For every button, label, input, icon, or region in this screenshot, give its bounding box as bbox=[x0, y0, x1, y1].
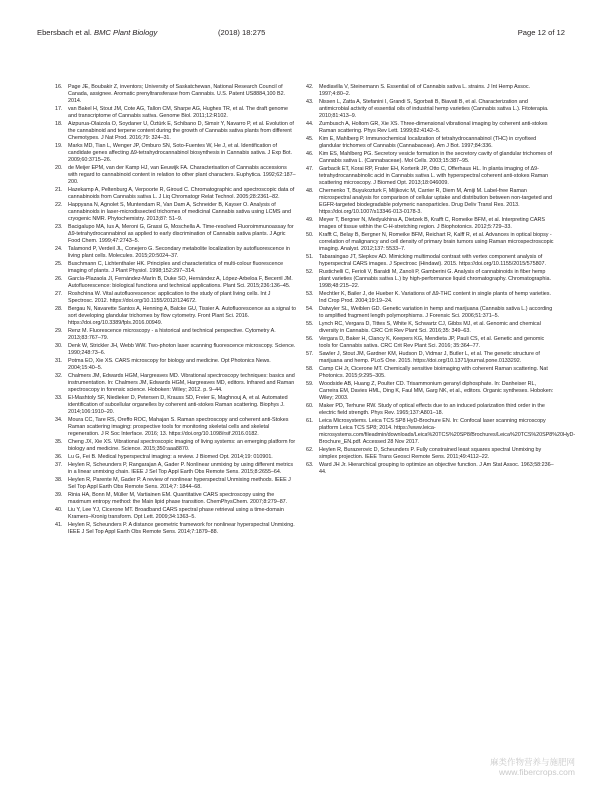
reference-number: 54. bbox=[306, 306, 314, 313]
reference-list-left bbox=[55, 84, 297, 537]
reference-text: Datwyler SL, Weiblen GD. Genetic variation in hemp and marijuana (Cannabis sativa L.) according to amplified fragment length polymorphisms. J Forensic Sci. 2006;51:371–5. bbox=[319, 306, 553, 320]
reference-text: Marks MD, Tian L, Wenger JP, Omburo SN, Soto-Fuentes W, He J, et al. Identification of candidate genes affecting Δ9-tetrahydrocannabinol biosynthesis in Cannabis sativa. J Exp Bot. 2009;60:3715–26. bbox=[68, 143, 292, 164]
reference-list-right bbox=[306, 84, 576, 477]
running-header bbox=[37, 28, 565, 42]
reference-number: 32. bbox=[55, 373, 63, 380]
reference-number: 25. bbox=[55, 261, 63, 268]
reference-item bbox=[55, 246, 297, 260]
reference-text: Mechtler K, Bailer J, de Hueber K. Variations of Δ9-THC content in single plants of hemp varieties. Ind Crop Prod. 2004;19:19–24. bbox=[319, 291, 551, 305]
reference-item bbox=[55, 165, 297, 186]
reference-text: Page JE, Boubakir Z, inventors; University of Saskatchewan, National Research Council of Canada, assignee. Aromatic prenyltransferase from Cannabis. U.S. Patent US8884,100 B2. 2014. bbox=[68, 84, 286, 105]
reference-text: Renz M. Fluorescence microscopy - a historical and technical perspective. Cytometry A. 2013;83:767–79. bbox=[68, 328, 276, 342]
reference-item bbox=[55, 358, 297, 372]
reference-text: Rinia HA, Bonn M, Müller M, Vartiainen EM. Quantitative CARS spectroscopy using the maximum entropy method: the Main lipid phase transition. ChemPhysChem. 2007;8:279–87. bbox=[68, 492, 288, 506]
reference-text: Roshchina W. Vital autofluorescence: application to the study of plant living cells. Int J Spectrosc. 2012. https://doi.org/10.1155/2012/124672. bbox=[68, 291, 271, 305]
reference-item bbox=[55, 276, 297, 290]
reference-text: Heylen R, Scheunders P, Rangarajan A, Gader P. Nonlinear unmixing by using different metrics in a linear unmixing chain. IEEE J Sel Top Appl Earth Obs Remote Sens. 2015;8:2655–64. bbox=[68, 462, 293, 476]
reference-item bbox=[55, 522, 297, 536]
reference-number: 22. bbox=[55, 202, 63, 209]
reference-number: 37. bbox=[55, 462, 63, 469]
reference-item bbox=[55, 187, 297, 201]
reference-number: 29. bbox=[55, 328, 63, 335]
reference-item bbox=[55, 395, 297, 416]
reference-item bbox=[306, 403, 554, 417]
reference-text: Ward JH Jr. Hierarchical grouping to optimize an objective function. J Am Stat Assoc. 1963;58:236–44. bbox=[319, 462, 554, 476]
reference-number: 17. bbox=[55, 106, 63, 113]
reference-text: Heylen R, Burazerovic D, Scheunders P. Fully constrained least squares spectral Unmixing by simplex projection. IEEE Trans Geosci Remote Sens. 2011;49:4112–22. bbox=[319, 447, 542, 461]
reference-item bbox=[306, 306, 554, 320]
header-year-volume: (2018) 18:275 bbox=[218, 28, 266, 37]
reference-item bbox=[55, 106, 297, 120]
journal-citation bbox=[37, 28, 157, 37]
reference-number: 44. bbox=[306, 121, 314, 128]
reference-number: 21. bbox=[55, 187, 63, 194]
reference-text: Vergara D, Baker H, Clancy K, Keepers KG, Mendieta JP, Pauli CS, et al. Genetic and genomic tools for Cannabis sativa. CRC Crit Rev Plant Sci. 2016; 35:364–77. bbox=[319, 336, 545, 350]
reference-text: Heylen R, Scheunders P. A distance geometric framework for nonlinear hyperspectral Unmixing. IEEE J Sel Top Appl Earth Obs Remote Sens. 2014;7:1879–88. bbox=[68, 522, 295, 536]
reference-number: 46. bbox=[306, 150, 314, 157]
reference-item bbox=[306, 447, 554, 461]
reference-text: Garbacik ET, Korai RP, Frater EH, Korterik JP, Otto C, Offerhaus HL. In planta imaging of Δ9-tetrahydrocannabinolic acid in Cannabis sativa L. with hyperspectral coherent anti-stokes Raman scattering microscopy. J Biomed Opt. 2013;18:046009. bbox=[319, 165, 549, 187]
reference-number: 19. bbox=[55, 143, 63, 150]
reference-number: 23. bbox=[55, 224, 63, 231]
reference-item bbox=[55, 261, 297, 275]
reference-item bbox=[55, 328, 297, 342]
reference-text: Potma EO, Xie XS. CARS microscopy for biology and medicine. Opt Photonics News. 2004;15:40–5. bbox=[68, 358, 271, 372]
reference-text: van Bakel H, Stout JM, Cote AG, Tallon CM, Sharpe AG, Hughes TR, et al. The draft genome and transcriptome of Cannabis sativa. Genome Biol. 2011;12:R102. bbox=[68, 106, 288, 120]
reference-text: Krafft C, Belay B, Bergner N, Romeike BFM, Reichart R, Kalff R, et al. Advances in optical biopsy - correlation of malignancy and cell density of primary brain tumors using Raman microspectroscopic imaging. Analyst. 2012;137: 5533–7. bbox=[319, 232, 554, 253]
reference-item bbox=[306, 166, 554, 187]
header-page-number: Page 12 of 12 bbox=[517, 28, 565, 37]
reference-number: 26. bbox=[55, 276, 63, 283]
reference-item bbox=[55, 84, 297, 105]
reference-text: Meyer T, Bergner N, Medyukhina A, Dietzek B, Krafft C, Romeike BFM, et al. Interpreting CARS images of tissue within the C-H-stretching region. J Biophotonics. 2012;5:729–33. bbox=[319, 217, 545, 231]
reference-number: 53. bbox=[306, 291, 314, 298]
reference-item bbox=[306, 381, 554, 402]
reference-text: Chalmers JM, Edwards HGM, Hargreaves MD. Vibrational spectroscopy techniques: basics and instrumentation. In: Chalmers JM, Edwards HGM, Hargreaves MD, editors. Infrared and Raman spectroscopy in forensic science. Hoboken: Wiley; 2012. p. 9–44. bbox=[68, 373, 295, 394]
reference-number: 30. bbox=[55, 343, 63, 350]
reference-text: Bacigalupo MA, Ius A, Meroni G, Grassi G, Moschella A. Time-resolved Fluoroimmunoassay for Δ9-tetrahydrocannabinol as applied to early discrimination of Cannabis sativa plants. J Agric Food Chem. 1999;47:2743–5. bbox=[68, 224, 294, 245]
reference-text: Talamond P, Verdeil JL, Conejero G. Secondary metabolite localization by autofluorescence in living plant cells. Molecules. 2015;20:5024–37. bbox=[68, 246, 290, 260]
reference-text: Moura CC, Tare RS, Oreffo ROC, Mahajan S. Raman spectroscopy and coherent anti-Stokes Raman scattering imaging: prospective tools for monitoring skeletal cells and skeletal regeneration. J R Soc Interface. 2016; 13. https://doi.org/10.1098/rsif.2016.0182. bbox=[68, 417, 289, 438]
reference-number: 50. bbox=[306, 232, 314, 239]
reference-item bbox=[55, 143, 297, 164]
reference-item bbox=[306, 351, 554, 365]
reference-number: 52. bbox=[306, 269, 314, 276]
reference-number: 33. bbox=[55, 395, 63, 402]
reference-number: 24. bbox=[55, 246, 63, 253]
reference-text: Maker PD, Terhune RW. Study of optical effects due to an induced polarization third order in the electric field strength. Phys Rev. 1965;137:A801–18. bbox=[319, 403, 545, 417]
reference-item bbox=[55, 454, 297, 461]
reference-item bbox=[306, 462, 554, 476]
reference-text: Happyana N, Agnolet S, Muntendam R, Van Dam A, Schneider B, Kayser O. Analysis of cannabinoids in laser-microdissected trichomes of medicinal Cannabis sativa using LCMS and cryogenic NMR. Phytochemistry. 2013;87: 51–9. bbox=[68, 202, 291, 223]
reference-text: Cheng JX, Xie XS. Vibrational spectroscopic imaging of living systems: an emerging platform for biology and medicine. Science. 2015;350:aaa8870. bbox=[68, 439, 296, 453]
reference-text: Heylen R, Parente M, Gader P. A review of nonlinear hyperspectral Unmixing methods. IEEE J Sel Top Appl Earth Obs Remote Sens. 2014;7: 1844–68. bbox=[68, 477, 291, 491]
reference-item bbox=[306, 136, 554, 150]
reference-item bbox=[55, 492, 297, 506]
reference-text: Kim E, Mahlberg P. Immunochemical localization of tetrahydrocannabinol (THC) in cryofixed glandular trichomes of Cannabis (Cannabaceae). Am J Bot. 1997;84:336. bbox=[319, 136, 537, 150]
reference-number: 31. bbox=[55, 358, 63, 365]
reference-text: Mediavilla V, Steinemann S. Essential oil of Cannabis sativa L. strains. J Int Hemp Assoc. 1997;4:80–2. bbox=[319, 84, 531, 98]
reference-number: 20. bbox=[55, 165, 63, 172]
reference-item bbox=[306, 321, 554, 335]
reference-text: Hazekamp A, Peltenburg A, Verpoorte R, Giroud C. Chromatographic and spectroscopic data of cannabinoids from Cannabis sativa L. J Liq Chromatogr Relat Technol. 2005;28:2361–82. bbox=[68, 187, 295, 201]
reference-item bbox=[55, 224, 297, 245]
reference-text: García-Plazaola JI, Fernández-Marín B, Duke SO, Hernández A, López-Arbeloa F, Becerril JM. Autofluorescence: biological functions and technical applications. Plant Sci. 2015;236:136–45. bbox=[68, 276, 293, 290]
reference-item bbox=[55, 343, 297, 357]
header-authors: Ebersbach et al. bbox=[37, 28, 92, 37]
reference-item bbox=[55, 306, 297, 327]
reference-number: 16. bbox=[55, 84, 63, 90]
reference-text: Liu Y, Lee YJ, Cicerone MT. Broadband CARS spectral phase retrieval using a time-domain Kramers–Kronig transform. Opt Lett. 2009;34:1363–5. bbox=[68, 507, 284, 521]
reference-number: 18. bbox=[55, 121, 63, 128]
reference-number: 27. bbox=[55, 291, 63, 298]
reference-number: 40. bbox=[55, 507, 63, 514]
reference-number: 48. bbox=[306, 188, 314, 194]
site-watermark bbox=[490, 757, 575, 777]
reference-number: 57. bbox=[306, 351, 314, 358]
reference-text: Tabaraingao JT, Slepkov AD. Mimicking multimodal contrast with vertex component analysis of hyperspectral CARS images. J Spectrosc (Hindawi). 2015. https://doi.org/10.1155/2015/575807. bbox=[319, 254, 546, 268]
reference-number: 41. bbox=[55, 522, 63, 529]
reference-text: Lynch RC, Vergara D, Tittes S, White K, Schwartz CJ, Gibbs MJ, et al. Genomic and chemical diversity in Cannabis. CRC Crit Rev Plant Sci. 2016;35: 349–63. bbox=[319, 321, 541, 335]
reference-text: Leica Microsystems. Leica TCS SP8 HyD-Brochure EN. In: Confocal laser scanning microscopy platform Leica TCS SP8; 2014. https://www.leica-microsystems.com/fileadmin/downloads/Leica%20TCS%20SP8/Brochures/Leica%20TCS%20SP8%20HyD-Brochure_EN.pdf. Accessed 28 Nov 2017. bbox=[319, 418, 576, 446]
reference-text: Woodside AB, Huang Z, Poulter CD. Trisammonium geranyl diphosphate. In: Danheiser RL, Carreira EM, Davies HML, Ding K, Faul MM, Garg NK, et al., editors. Organic syntheses. Hoboken: Wiley; 2003. bbox=[319, 381, 554, 402]
reference-number: 55. bbox=[306, 321, 314, 328]
reference-item bbox=[306, 254, 554, 268]
reference-number: 60. bbox=[306, 403, 314, 410]
reference-item bbox=[306, 151, 554, 165]
reference-text: Kim ES, Mahlberg PG. Secretory vesicle formation in the secretory cavity of glandular trichomes of Cannabis sativa L. (Cannabaceae). Mol Cells. 2003;15:387–95. bbox=[319, 150, 552, 165]
reference-number: 38. bbox=[55, 477, 63, 484]
reference-text: El-Mashtoly SF, Niedieker D, Petersen D, Krauss SD, Freier E, Maghnouj A, et al. Automated identification of subcellular organelles by coherent anti-stokes Raman scattering. Biophys J. 2014;106:1910–20. bbox=[68, 395, 288, 416]
reference-text: Zumbusch A, Holtom GR, Xie XS. Three-dimensional vibrational imaging by coherent anti-stokes Raman scattering. Phys Rev Lett. 1999;82:4142–5. bbox=[319, 121, 548, 135]
reference-text: Rustichelli C, Ferioli V, Baraldi M, Zanoli P, Gamberini G. Analysis of cannabinoids in fiber hemp plant varieties (Cannabis sativa L.) by high-performance liquid chromatography. Chromatographia. 1998;48:215–22. bbox=[319, 269, 551, 290]
reference-number: 59. bbox=[306, 381, 314, 388]
reference-item bbox=[55, 202, 297, 223]
reference-number: 63. bbox=[306, 462, 314, 469]
reference-item bbox=[55, 417, 297, 438]
reference-number: 42. bbox=[306, 84, 314, 90]
reference-number: 49. bbox=[306, 217, 314, 224]
reference-item bbox=[306, 291, 554, 305]
reference-number: 39. bbox=[55, 492, 63, 499]
reference-text: Chernenko T, Buyukozturk F, Miljkovic M, Carrier R, Diem M, Amiji M. Label-free Raman microspectral analysis for comparison of cellular uptake and distribution between non-targeted and EGFR-targeted biodegradable polymeric nanoparticles. Drug Deliv Transl Res. 2013. https://doi.org/10.1007/s13346-013-0178-3. bbox=[319, 188, 552, 216]
reference-item bbox=[55, 291, 297, 305]
reference-item bbox=[55, 439, 297, 453]
reference-text: Denk W, Strickler JH, Webb WW. Two-photon laser scanning fluorescence microscopy. Science. 1990;248:73–6. bbox=[68, 343, 296, 357]
reference-item bbox=[306, 366, 554, 380]
reference-text: Nissen L, Zatta A, Stefanini I, Grandi S, Sgorbati B, Biavati B, et al. Characterization and antimicrobial activity of essential oils of industrial hemp varieties (Cannabis sativa L.). Fitoterapia. 2010;81:413–9. bbox=[319, 98, 549, 120]
reference-number: 56. bbox=[306, 336, 314, 343]
reference-number: 28. bbox=[55, 306, 63, 313]
reference-item bbox=[306, 99, 554, 120]
reference-number: 34. bbox=[55, 417, 63, 424]
reference-item bbox=[306, 336, 554, 350]
reference-text: Buschmann C, Lichtenthaler HK. Principles and characteristics of multi-colour fluorescence imaging of plants. J Plant Physiol. 1998;152:297–314. bbox=[68, 261, 284, 275]
reference-item bbox=[55, 477, 297, 491]
reference-item bbox=[306, 84, 554, 98]
watermark-url: www.fibercrops.com bbox=[498, 767, 575, 777]
watermark-cn: 麻类作物营养与施肥网 bbox=[489, 757, 575, 767]
reference-text: Lu G, Fei B. Medical hyperspectral imaging: a review. J Biomed Opt. 2014;19: 010901. bbox=[68, 454, 273, 461]
reference-text: Aizpurua-Olaizola O, Soydaner U, Öztürk E, Schibano D, Simsir Y, Navarro P, et al. Evolution of the cannabinoid and terpene content during the growth of Cannabis sativa plants from different Chemotypes. J Nat Prod. 2016;79: 324–31. bbox=[68, 121, 294, 142]
reference-number: 51. bbox=[306, 254, 314, 261]
reference-item bbox=[55, 462, 297, 476]
reference-number: 35. bbox=[55, 439, 63, 446]
reference-text: de Meijer EPM, van der Kamp HJ, van Eeuwijk FA. Characterisation of Cannabis accessions with regard to cannabinoid content in relation to other plant characters. Euphytica. 1992;62:187–200. bbox=[68, 165, 296, 186]
reference-number: 61. bbox=[306, 418, 314, 425]
reference-number: 58. bbox=[306, 366, 314, 373]
reference-item bbox=[306, 232, 554, 253]
reference-item bbox=[55, 121, 297, 142]
reference-item bbox=[306, 188, 554, 216]
reference-text: Bergau N, Navarette Santos A, Henning A, Balcke GU, Tissier A. Autofluorescence as a signal to sort developing glandular trichomes by flow cytometry. Front Plant Sci. 2016. https://doi.org/10.3389/fpls.2016.00949. bbox=[68, 306, 296, 327]
reference-number: 62. bbox=[306, 447, 314, 454]
reference-item bbox=[306, 217, 554, 231]
reference-item bbox=[55, 507, 297, 521]
reference-number: 45. bbox=[306, 136, 314, 142]
reference-text: Camp CH Jr, Cicerone MT. Chemically sensitive bioimaging with coherent Raman scattering. Nat Photonics. 2015;9:295–305. bbox=[319, 366, 548, 380]
reference-number: 43. bbox=[306, 98, 314, 105]
reference-text: Sawler J, Stout JM, Gardner KM, Hudson D, Vidmar J, Butler L, et al. The genetic structure of marijuana and hemp. PLoS One. 2015. https://doi.org/10.1371/journal.pone.0133292. bbox=[319, 351, 540, 365]
reference-number: 36. bbox=[55, 454, 63, 461]
reference-item bbox=[306, 418, 576, 446]
reference-item bbox=[306, 121, 554, 135]
reference-number: 47. bbox=[306, 165, 314, 172]
reference-item bbox=[306, 269, 554, 290]
reference-item bbox=[55, 373, 297, 394]
header-journal-name: BMC Plant Biology bbox=[94, 28, 158, 37]
